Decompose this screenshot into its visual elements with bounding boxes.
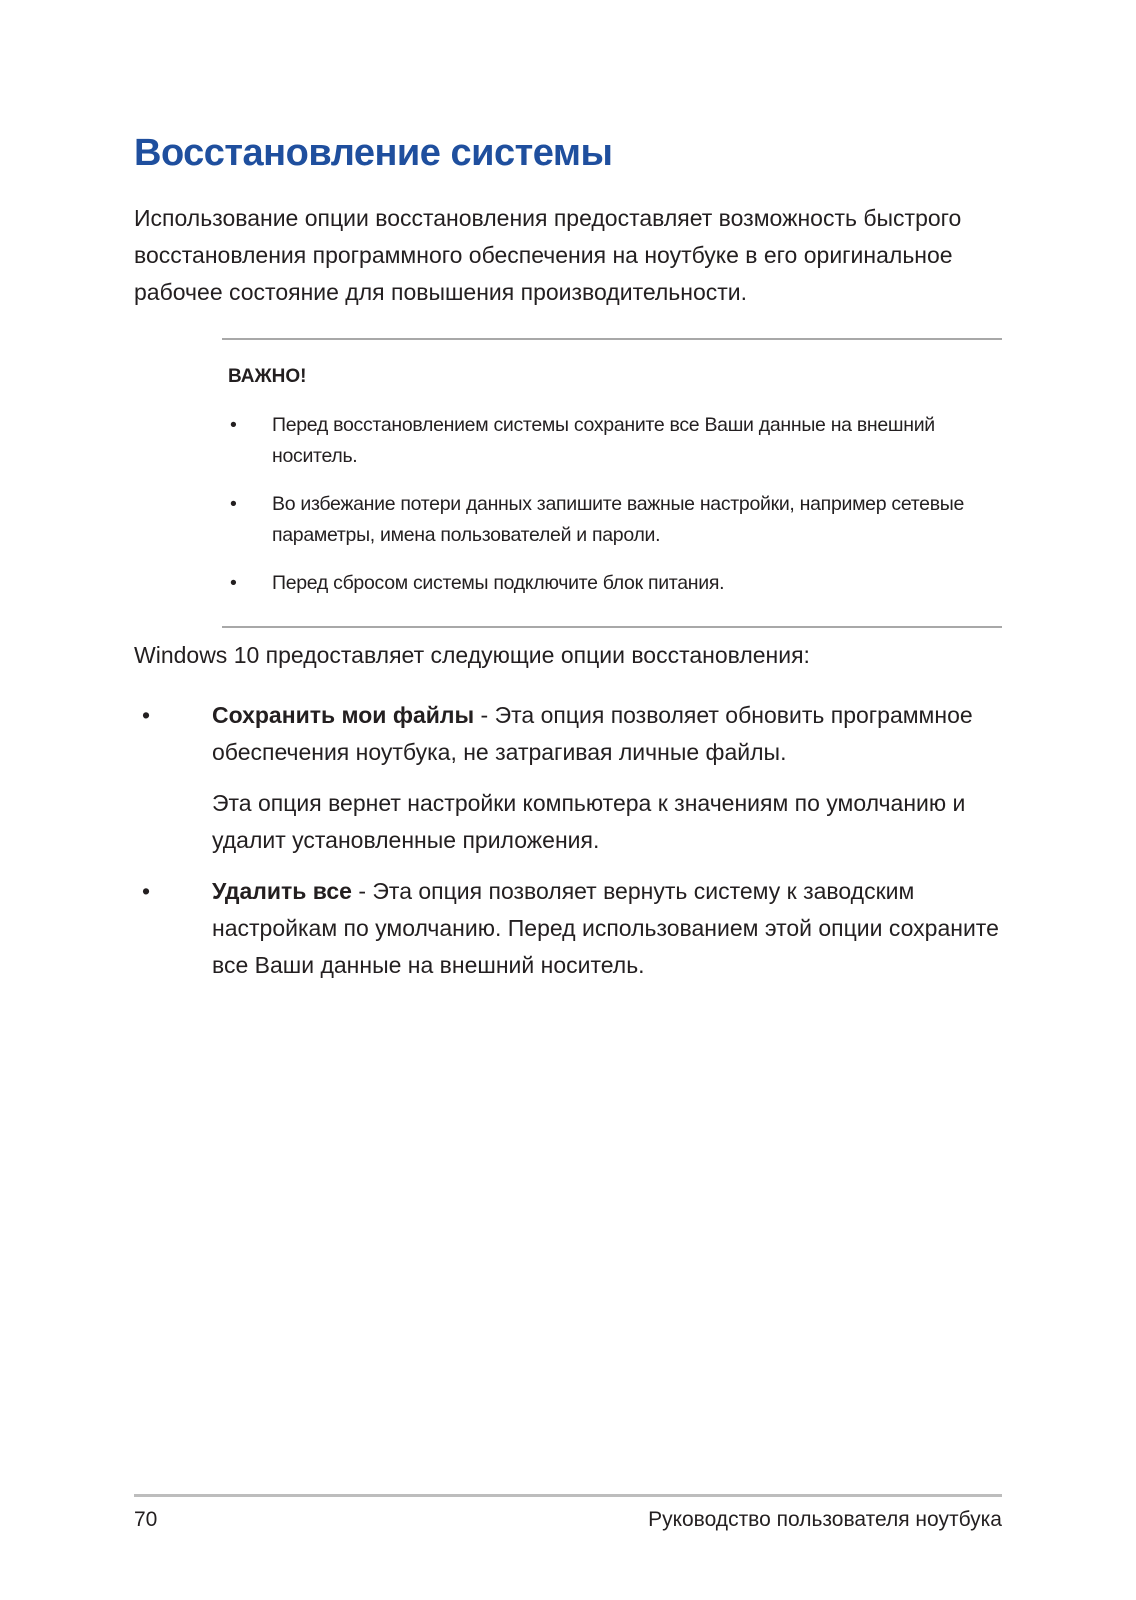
page-number: 70: [134, 1508, 158, 1531]
bullet-icon: •: [230, 572, 237, 594]
note-item-text: Во избежание потери данных запишите важные настройки, например сетевые параметры, имена пользователей и пароли.: [272, 493, 965, 546]
bullet-icon: •: [142, 878, 151, 904]
option-term: Сохранить мои файлы: [212, 702, 475, 728]
bullet-icon: •: [230, 414, 237, 436]
footer-divider: [134, 1494, 1002, 1497]
option-keep-files: [134, 697, 1014, 859]
option-term: Удалить все: [212, 878, 352, 904]
page-title: Восстановление системы: [134, 132, 613, 174]
recovery-options-list: [134, 697, 1014, 998]
note-item: [222, 568, 1002, 599]
bullet-icon: •: [230, 493, 237, 515]
option-description: - Эта опция позволяет обновить программное обеспечения ноутбука, не затрагивая личные файлы.: [212, 702, 973, 765]
footer-doc-title: Руководство пользователя ноутбука: [648, 1508, 1002, 1531]
option-description: - Эта опция позволяет вернуть систему к заводским настройкам по умолчанию. Перед использованием этой опции сохраните все Ваши данные на внешний носитель.: [212, 878, 999, 978]
note-item: [222, 410, 1002, 472]
bullet-icon: •: [142, 702, 151, 728]
important-note: [222, 338, 1002, 628]
note-list: [222, 410, 1002, 616]
intro-paragraph: Использование опции восстановления предоставляет возможность быстрого восстановления программного обеспечения на ноутбуке в его оригинальное рабочее состояние для повышения производительности.: [134, 205, 962, 305]
option-extra-note: Эта опция вернет настройки компьютера к значениям по умолчанию и удалит установленные приложения.: [212, 790, 966, 853]
option-remove-everything: [134, 873, 1014, 984]
note-heading: ВАЖНО!: [228, 366, 307, 387]
note-item-text: Перед сбросом системы подключите блок питания.: [272, 572, 725, 594]
windows-options-intro: Windows 10 предоставляет следующие опции восстановления:: [134, 642, 810, 668]
note-item-text: Перед восстановлением системы сохраните все Ваши данные на внешний носитель.: [272, 414, 935, 467]
note-item: [222, 489, 1002, 551]
